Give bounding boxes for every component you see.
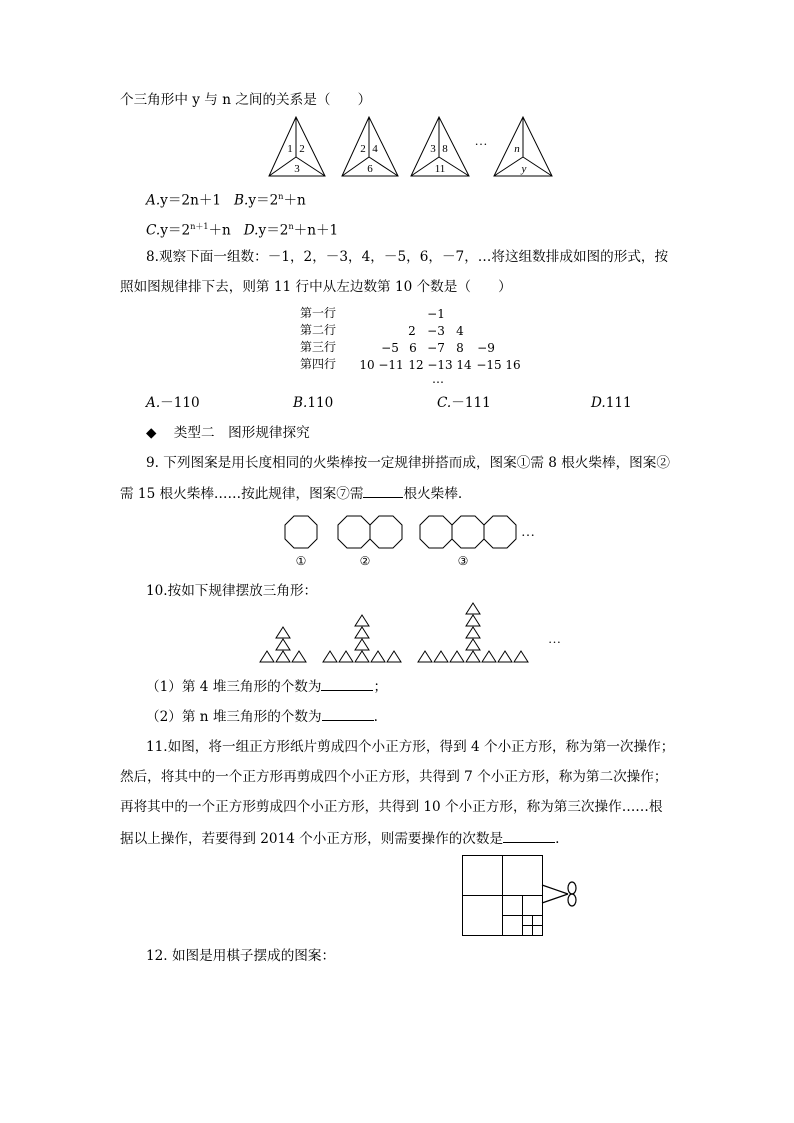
pattern-label-3: ③	[457, 554, 469, 568]
octagon-2b	[370, 516, 402, 548]
q11-stem-line3: 再将其中的一个正方形剪成四个小正方形，共得到 10 个小正方形，称为第三次操作……根	[120, 799, 663, 815]
option-b-base[interactable]: y＝2	[248, 192, 279, 209]
q9-stem-line2	[120, 484, 462, 503]
octagon-pattern-figure	[285, 514, 545, 570]
option-b-tail[interactable]: ＋n	[283, 192, 306, 209]
triangle-pattern-figure	[266, 115, 566, 180]
option-a-text[interactable]: y＝2n＋1	[160, 192, 222, 209]
tri3-bottom: 11	[434, 163, 446, 175]
option-d-exp: n	[288, 222, 294, 231]
q11-stem-line2: 然后，将其中的一个正方形再剪成四个小正方形，共得到 7 个小正方形，称为第二次操作；	[120, 769, 668, 785]
q8-option-c-letter: C.	[437, 395, 452, 411]
trin-bottom: y	[521, 163, 527, 175]
option-d-base[interactable]: y＝2	[258, 222, 289, 239]
octagon-3a	[420, 516, 452, 548]
row4-value-7: 16	[505, 358, 521, 372]
q10-sub1	[146, 677, 387, 696]
q8-option-d-letter: D.	[591, 395, 606, 411]
row3-value-4: 8	[456, 341, 464, 355]
cut-squares-figure	[462, 855, 582, 939]
row3-value-3: −7	[427, 341, 445, 355]
row4-value-3: 12	[408, 358, 424, 372]
pattern-label-1: ①	[295, 554, 307, 568]
triangle-pile-figure	[260, 606, 570, 664]
octagon-1	[285, 516, 317, 548]
tri-ellipsis: …	[474, 133, 488, 148]
tri3-right: 8	[442, 143, 448, 155]
q10-stem: 10.按如下规律摆放三角形：	[146, 583, 318, 599]
q8-option-b[interactable]	[293, 394, 333, 412]
q8-option-a-letter: A.	[146, 395, 161, 411]
q11-answer-blank[interactable]	[503, 829, 555, 843]
q9-answer-blank[interactable]	[363, 484, 403, 498]
octagon-2a	[338, 516, 370, 548]
option-d-letter[interactable]: D.	[243, 222, 259, 239]
q8-option-a-text: －110	[160, 395, 200, 411]
option-c-letter[interactable]: C.	[146, 222, 161, 239]
q10-sub2-text: （2）第 n 堆三角形的个数为	[146, 709, 322, 725]
q11-stem-line1: 11.如图，将一组正方形纸片剪成四个小正方形，得到 4 个小正方形，称为第一次操作；	[146, 739, 675, 755]
tri2-bottom: 6	[367, 163, 373, 175]
option-c-base[interactable]: y＝2	[160, 222, 191, 239]
q8-option-b-letter: B.	[293, 395, 308, 411]
q11-stem-line4	[120, 829, 559, 848]
row1-value-1: −1	[427, 307, 445, 321]
q9-stem-line2-start: 需 15 根火柴棒……按此规律，图案⑦需	[120, 486, 364, 502]
pattern-label-2: ②	[359, 554, 371, 568]
section-title: 类型二 图形规律探究	[173, 425, 310, 441]
option-c-exp: n＋1	[190, 222, 209, 231]
row4-value-1: 10	[359, 358, 375, 372]
q10-sub1-end: ；	[373, 679, 388, 695]
tri2-left: 2	[360, 143, 366, 155]
tri2-right: 4	[372, 143, 378, 155]
option-b-exp: n	[278, 192, 284, 201]
row4-value-5: 14	[456, 358, 472, 372]
tri1-right: 2	[299, 143, 305, 155]
row-label-2: 第二行	[300, 323, 337, 337]
row4-value-6: −15	[476, 358, 502, 372]
row3-value-1: −5	[381, 341, 399, 355]
row4-value-4: −13	[427, 358, 453, 372]
q10-sub1-blank[interactable]	[321, 677, 373, 691]
trin-left: n	[514, 143, 520, 155]
option-c-tail[interactable]: ＋n	[208, 222, 231, 239]
row3-value-5: −9	[477, 341, 495, 355]
option-b-letter[interactable]: B.	[234, 192, 249, 209]
q8-option-c-text: －111	[451, 395, 491, 411]
row-label-1: 第一行	[300, 306, 337, 320]
q10-sub1-text: （1）第 4 堆三角形的个数为	[146, 679, 322, 695]
diamond-bullet-icon: ◆	[146, 425, 157, 441]
row3-value-2: 6	[409, 341, 417, 355]
tri3-left: 3	[430, 143, 436, 155]
rows-continue-dots: …	[432, 372, 444, 386]
section-heading	[146, 424, 310, 442]
option-d-tail[interactable]: ＋n＋1	[293, 222, 339, 239]
octagon-3c	[484, 516, 516, 548]
q8-stem-line1: 8.观察下面一组数：－1，2，－3，4，－5，6，－7，…将这组数排成如图的形式，按	[146, 249, 669, 265]
q11-stem-line4-end: .	[555, 831, 560, 847]
q9-stem-line2-end: 根火柴棒.	[403, 486, 463, 502]
q7-options-row-1	[146, 188, 306, 210]
octagon-3b	[452, 516, 484, 548]
q8-stem-line2: 照如图规律排下去，则第 11 行中从左边数第 10 个数是（ ）	[120, 279, 512, 295]
row-label-4: 第四行	[300, 357, 337, 371]
question-7-stem-end: 个三角形中 y 与 n 之间的关系是（ ）	[120, 92, 372, 108]
q10-sub2	[146, 707, 378, 726]
q12-stem: 12. 如图是用棋子摆成的图案：	[146, 948, 336, 964]
row-label-3: 第三行	[300, 340, 337, 354]
row2-value-2: −3	[427, 324, 445, 338]
q8-option-d[interactable]	[591, 394, 632, 412]
option-a-letter[interactable]: A.	[146, 192, 161, 209]
row2-value-1: 2	[408, 324, 416, 338]
q11-stem-line4-text: 据以上操作，若要得到 2014 个小正方形，则需要操作的次数是	[120, 831, 504, 847]
scissors-icon	[542, 882, 576, 906]
pile-ellipsis: …	[548, 631, 561, 646]
q9-stem-line1: 9. 下列图案是用长度相同的火柴棒按一定规律拼搭而成，图案①需 8 根火柴棒，图案②	[146, 455, 670, 471]
tri1-bottom: 3	[294, 163, 300, 175]
q8-option-c[interactable]	[437, 394, 491, 412]
tri1-left: 1	[287, 143, 293, 155]
row4-value-2: −11	[378, 358, 404, 372]
q10-sub2-blank[interactable]	[322, 707, 374, 721]
octagon-ellipsis: …	[521, 525, 535, 540]
q8-option-a[interactable]	[146, 394, 200, 412]
q8-option-b-text: 110	[307, 395, 334, 411]
q8-option-d-text: 111	[605, 395, 632, 411]
row2-value-3: 4	[456, 324, 464, 338]
q10-sub2-end: .	[373, 709, 378, 725]
q7-options-row-2	[146, 218, 338, 240]
